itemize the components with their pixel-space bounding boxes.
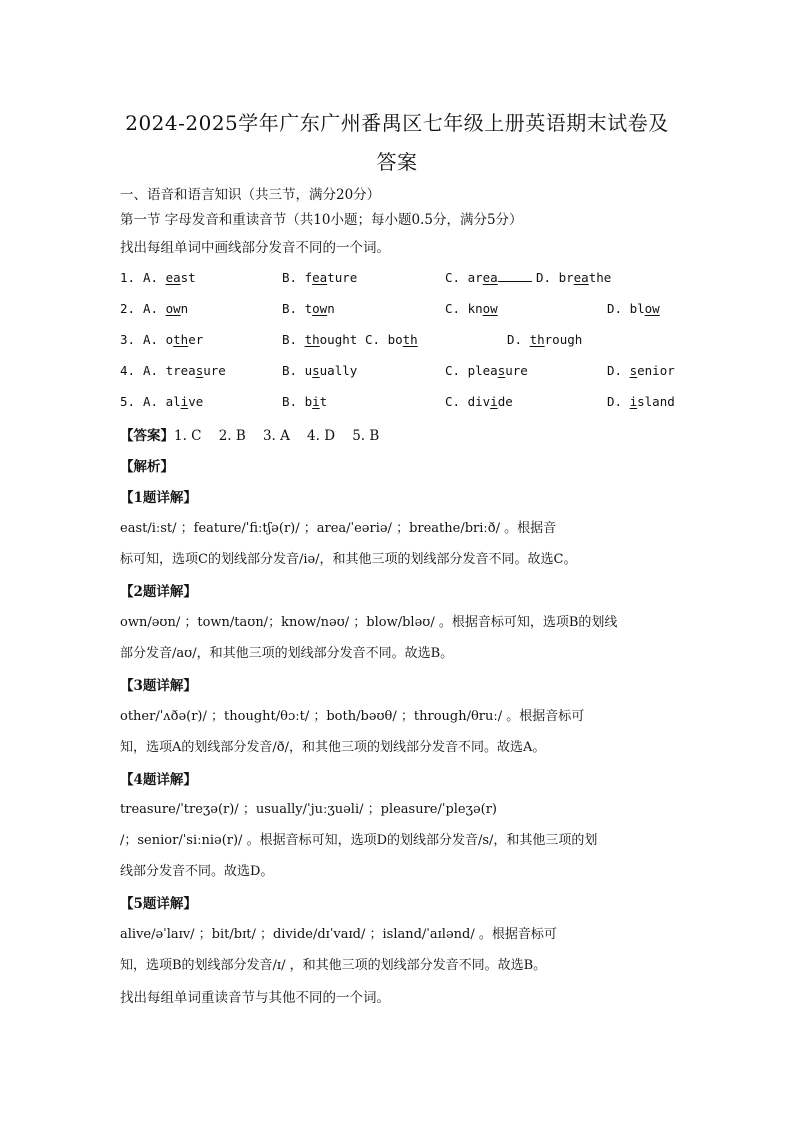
option-c — [445, 394, 513, 409]
answer-value: 3. A — [262, 428, 290, 444]
word-part: bo — [387, 332, 403, 347]
word-part: n — [327, 301, 335, 316]
word-part: ar — [467, 270, 483, 285]
detail-label: 【2题详解】 — [120, 584, 197, 600]
option-b — [282, 301, 335, 316]
option-a — [143, 332, 203, 347]
instruction-stress: 找出每组单词重读音节与其他不同的一个词。 — [120, 990, 390, 1006]
question-number: 1. — [120, 270, 136, 285]
word-part: n — [180, 301, 189, 316]
underlined-letters: th — [402, 332, 418, 347]
word-part: ve — [188, 394, 204, 409]
option-d — [607, 301, 660, 316]
underlined-letters: s — [629, 363, 638, 378]
word-part: rough — [544, 332, 583, 347]
detail-text: 线部分发音不同。故选D。 — [120, 864, 274, 879]
word-part: sland — [637, 394, 675, 409]
option-label: C. — [445, 270, 461, 285]
underlined-letters: i — [180, 394, 189, 409]
option-label: D. — [607, 363, 623, 378]
underlined-letters: ow — [312, 301, 328, 316]
detail-label: 【5题详解】 — [120, 896, 197, 912]
answer-line — [120, 424, 379, 444]
question-number: 2. — [120, 301, 136, 316]
underlined-letters: ea — [312, 270, 328, 285]
underlined-letters: i — [629, 394, 638, 409]
question-number: 4. — [120, 363, 136, 378]
detail-text: 知，选项A的划线部分发音/ð/，和其他三项的划线部分发音不同。故选A。 — [120, 740, 546, 755]
underlined-letters: th — [173, 332, 189, 347]
option-d — [536, 270, 611, 285]
word-part: ought — [319, 332, 358, 347]
underlined-letters: s — [312, 363, 320, 378]
option-label: D. — [607, 394, 623, 409]
option-label: C. — [445, 394, 461, 409]
question-number: 3. — [120, 332, 136, 347]
detail-text: treasure/ˈtreʒə(r)/ ；usually/ˈjuːʒuəli/ ；pleasure/ˈpleʒə(r) — [120, 802, 498, 817]
answer-value: 1. C — [174, 428, 202, 444]
option-label: D. — [536, 270, 552, 285]
word-part: o — [165, 332, 174, 347]
option-a — [143, 270, 196, 285]
underlined-letters: th — [529, 332, 545, 347]
word-part: ually — [319, 363, 358, 378]
option-label: B. — [282, 363, 298, 378]
detail-text: 部分发音/aʊ/，和其他三项的划线部分发音不同。故选B。 — [120, 646, 454, 661]
underlined-letters: th — [304, 332, 320, 347]
word-part: br — [558, 270, 574, 285]
word-part: ture — [327, 270, 358, 285]
instruction-underline: 找出每组单词中画线部分发音不同的一个词。 — [120, 240, 390, 256]
underlined-letters: ea — [165, 270, 181, 285]
word-part: al — [165, 394, 181, 409]
option-label: B. — [282, 332, 298, 347]
underlined-letters: s — [497, 363, 506, 378]
option-label: C. — [445, 301, 461, 316]
word-part: t — [304, 301, 313, 316]
detail-text: own/əʊn/ ；town/taʊn/；know/nəʊ/ ；blow/bləʊ/ 。根据音标可知，选项B的划线 — [120, 615, 618, 630]
detail-label: 【3题详解】 — [120, 678, 197, 694]
option-label: B. — [282, 394, 298, 409]
blank-line — [498, 271, 532, 282]
detail-text: alive/əˈlaɪv/ ；bit/bɪt/ ；divide/dɪˈvaɪd/ ；island/ˈaɪlənd/ 。根据音标可 — [120, 927, 557, 942]
document-title-line1: 2024-2025学年广东广州番禺区七年级上册英语期末试卷及 — [125, 111, 669, 135]
word-part: ure — [505, 363, 528, 378]
option-label: B. — [282, 301, 298, 316]
word-part: de — [497, 394, 513, 409]
word-part: enior — [637, 363, 675, 378]
option-label: A. — [143, 270, 159, 285]
option-label: C. — [365, 332, 381, 347]
underlined-letters: i — [312, 394, 320, 409]
section-heading: 一、语音和语言知识（共三节，满分20分） — [120, 187, 381, 203]
word-part: trea — [165, 363, 196, 378]
detail-label: 【4题详解】 — [120, 772, 197, 788]
underlined-letters: ow — [482, 301, 498, 316]
option-d — [507, 332, 582, 347]
word-part: div — [467, 394, 491, 409]
word-part: ure — [203, 363, 226, 378]
option-d — [607, 394, 675, 409]
word-part: f — [304, 270, 313, 285]
word-part: plea — [467, 363, 498, 378]
underlined-letters: ow — [644, 301, 660, 316]
option-b — [282, 363, 357, 378]
subsection-heading: 第一节 字母发音和重读音节（共10小题；每小题0.5分，满分5分） — [120, 212, 523, 228]
underlined-letters: ea — [573, 270, 589, 285]
answer-value: 4. D — [307, 428, 336, 444]
option-label: A. — [143, 301, 159, 316]
option-a — [143, 363, 226, 378]
option-b — [282, 394, 327, 409]
detail-text: other/ˈʌðə(r)/ ；thought/θɔːt/ ；both/bəʊθ/ ；through/θruː/ 。根据音标可 — [120, 709, 585, 724]
detail-text: 标可知，选项C的划线部分发音/iə/，和其他三项的划线部分发音不同。故选C。 — [120, 552, 577, 567]
word-part: st — [180, 270, 196, 285]
detail-label: 【1题详解】 — [120, 490, 197, 506]
option-label: A. — [143, 394, 159, 409]
option-c — [365, 332, 418, 347]
word-part: t — [319, 394, 328, 409]
underlined-letters: s — [195, 363, 204, 378]
option-a — [143, 394, 203, 409]
option-label: C. — [445, 363, 461, 378]
option-label: D. — [507, 332, 523, 347]
underlined-letters: ea — [482, 270, 498, 285]
underlined-letters: i — [490, 394, 498, 409]
answer-label: 【答案】 — [120, 428, 174, 444]
word-part: bl — [629, 301, 645, 316]
word-part: u — [304, 363, 313, 378]
option-b — [282, 270, 357, 285]
answer-value: 5. B — [352, 428, 380, 444]
option-label: B. — [282, 270, 298, 285]
answer-value: 2. B — [218, 428, 246, 444]
option-a — [143, 301, 188, 316]
option-c — [445, 270, 532, 285]
word-part: the — [588, 270, 612, 285]
detail-text: /；senior/ˈsiːniə(r)/ 。根据音标可知，选项D的划线部分发音/s/，和其他三项的划 — [120, 833, 598, 848]
question-number: 5. — [120, 394, 136, 409]
option-c — [445, 363, 528, 378]
option-d — [607, 363, 675, 378]
option-label: D. — [607, 301, 623, 316]
analysis-label: 【解析】 — [120, 459, 174, 475]
option-c — [445, 301, 498, 316]
word-part: er — [188, 332, 204, 347]
underlined-letters: ow — [165, 301, 181, 316]
detail-text: 知，选项B的划线部分发音/ɪ/ ，和其他三项的划线部分发音不同。故选B。 — [120, 958, 547, 973]
word-part: b — [304, 394, 313, 409]
option-label: A. — [143, 363, 159, 378]
option-b — [282, 332, 357, 347]
word-part: kn — [467, 301, 483, 316]
option-label: A. — [143, 332, 159, 347]
document-title-line2: 答案 — [376, 150, 418, 174]
detail-text: east/iːst/ ；feature/ˈfiːtʃə(r)/ ；area/ˈeəriə/ ；breathe/briːð/ 。根据音 — [120, 521, 557, 536]
